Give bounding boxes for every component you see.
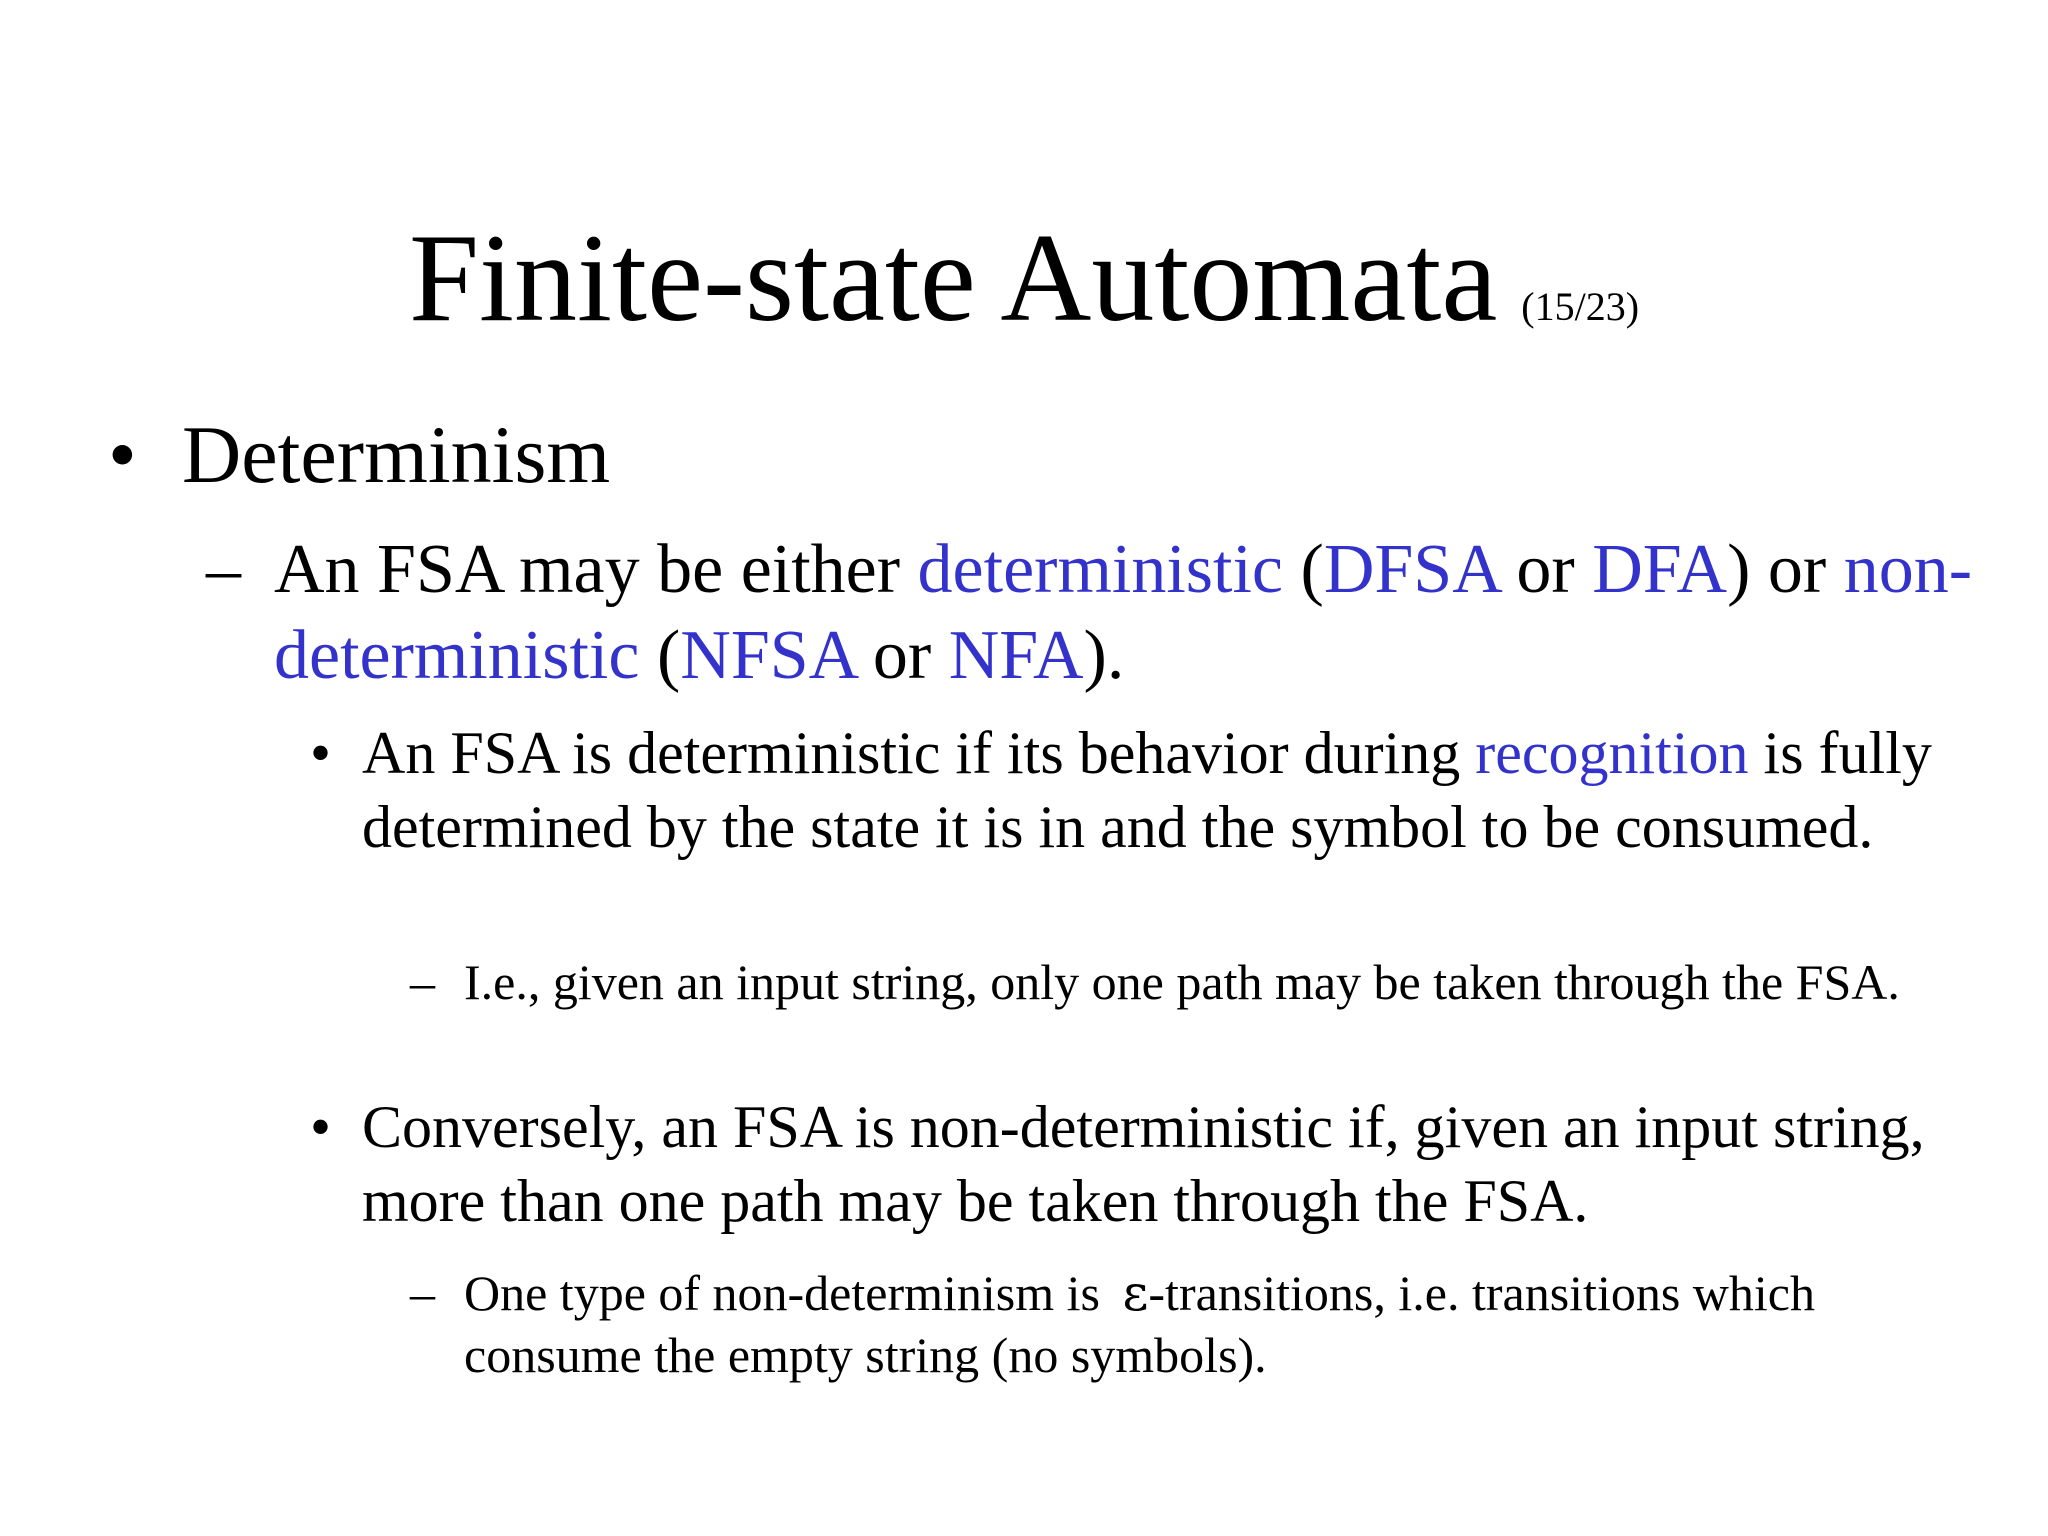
bullet-marker: • — [310, 1094, 332, 1160]
subbullet-text: I.e., given an input string, only one path may be taken through the FSA. — [464, 954, 1900, 1010]
text-run: ( — [639, 617, 681, 694]
term-dfa: DFA — [1592, 531, 1728, 608]
text-run: ). — [1083, 617, 1125, 694]
dash-marker: – — [206, 531, 241, 608]
slide-title-text: Finite-state Automata — [408, 209, 1498, 348]
bullet-text — [362, 716, 1962, 864]
text-run: An FSA may be either — [274, 531, 918, 608]
slide-counter: (15/23) — [1521, 284, 1640, 329]
bullet-marker: • — [310, 720, 332, 786]
text-run: ) or — [1727, 531, 1844, 608]
epsilon-symbol: ε — [1122, 1264, 1149, 1322]
subbullet-text — [274, 527, 1994, 699]
bullet-text: Determinism — [182, 409, 611, 500]
text-run: One type of non-determinism is — [464, 1265, 1113, 1321]
text-run: An FSA is deterministic if its behavior during — [362, 720, 1476, 786]
text-run: is fully determined by the state it is in and the symbol to be consumed. — [362, 720, 1932, 860]
text-run: ( — [1283, 531, 1324, 608]
term-nfsa: NFSA — [680, 617, 856, 694]
term-non-deterministic: non-deterministic — [274, 531, 1973, 694]
slide-title — [0, 209, 2048, 348]
term-deterministic: deterministic — [917, 531, 1283, 608]
bullet-marker: • — [108, 409, 137, 500]
dash-marker: – — [410, 1265, 435, 1321]
subbullet-text — [464, 1262, 2004, 1386]
term-nfa: NFA — [948, 617, 1084, 694]
bullet-text: Conversely, an FSA is non-deterministic if, given an input string, more than one path may be taken through the FSA. — [362, 1094, 1925, 1234]
dash-marker: – — [410, 954, 435, 1010]
text-run: -transitions, i.e. transitions which consume the empty string (no symbols). — [464, 1265, 1815, 1383]
term-dfsa: DFSA — [1323, 531, 1499, 608]
term-recognition: recognition — [1475, 720, 1749, 786]
text-run: or — [1498, 531, 1593, 608]
text-run: or — [855, 617, 949, 694]
